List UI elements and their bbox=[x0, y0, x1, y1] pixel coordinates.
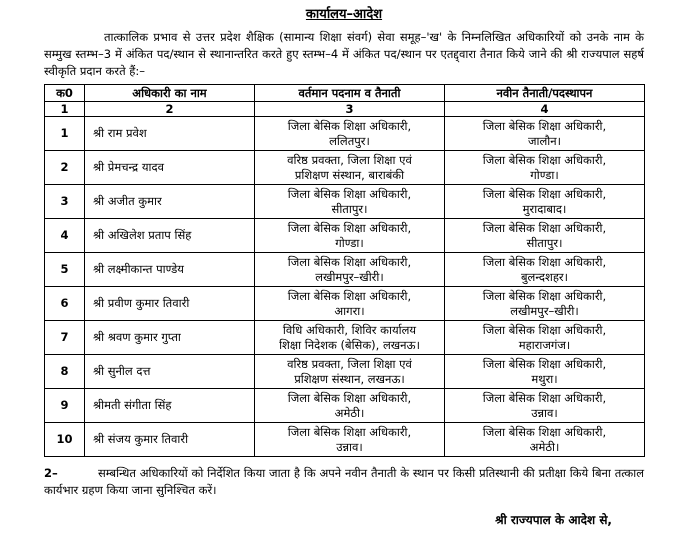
signature-line: श्री राज्यपाल के आदेश से, bbox=[495, 513, 612, 527]
row-officer-name: श्री सुनील दत्त bbox=[85, 355, 255, 389]
table-row bbox=[45, 185, 645, 219]
row-new-post bbox=[445, 389, 645, 423]
row-current-post bbox=[255, 423, 445, 457]
row-current-post bbox=[255, 287, 445, 321]
new-post-line-1: जिला बेसिक शिक्षा अधिकारी, bbox=[482, 186, 607, 201]
row-current-post bbox=[255, 389, 445, 423]
row-new-post bbox=[445, 355, 645, 389]
new-post-line-2: जालौन। bbox=[527, 133, 562, 148]
table-row bbox=[45, 389, 645, 423]
row-new-post bbox=[445, 253, 645, 287]
column-number: 3 bbox=[255, 102, 445, 117]
row-serial: 10 bbox=[45, 423, 85, 457]
row-officer-name: श्रीमती संगीता सिंह bbox=[85, 389, 255, 423]
new-post-line-2: मथुरा। bbox=[531, 371, 558, 386]
order-heading: कार्यालय–आदेश bbox=[305, 7, 383, 22]
new-post-line-2: लखीमपुर–खीरी। bbox=[510, 303, 579, 318]
current-post-line-2: अमेठी। bbox=[334, 405, 365, 420]
new-post-line-1: जिला बेसिक शिक्षा अधिकारी, bbox=[482, 220, 607, 235]
new-post-line-1: जिला बेसिक शिक्षा अधिकारी, bbox=[482, 424, 607, 439]
current-post-line-1: जिला बेसिक शिक्षा अधिकारी, bbox=[287, 424, 412, 439]
row-new-post bbox=[445, 321, 645, 355]
current-post-line-1: जिला बेसिक शिक्षा अधिकारी, bbox=[287, 254, 412, 269]
new-post-line-1: जिला बेसिक शिक्षा अधिकारी, bbox=[482, 118, 607, 133]
row-new-post bbox=[445, 185, 645, 219]
current-post-line-2: ललितपुर। bbox=[329, 133, 370, 148]
new-post-line-2: बुलन्दशहर। bbox=[520, 269, 568, 284]
header-current-post: वर्तमान पदनाम व तैनाती bbox=[255, 85, 445, 102]
row-officer-name: श्री राम प्रवेश bbox=[85, 117, 255, 151]
header-serial: क0 bbox=[45, 85, 85, 102]
current-post-line-2: शिक्षा निदेशक (बेसिक), लखनऊ। bbox=[279, 337, 420, 352]
new-post-line-1: जिला बेसिक शिक्षा अधिकारी, bbox=[482, 356, 607, 371]
row-current-post bbox=[255, 253, 445, 287]
column-number: 1 bbox=[45, 102, 85, 117]
current-post-line-1: जिला बेसिक शिक्षा अधिकारी, bbox=[287, 288, 412, 303]
table-row bbox=[45, 117, 645, 151]
row-current-post bbox=[255, 321, 445, 355]
row-new-post bbox=[445, 117, 645, 151]
new-post-line-1: जिला बेसिक शिक्षा अधिकारी, bbox=[482, 390, 607, 405]
row-serial: 7 bbox=[45, 321, 85, 355]
new-post-line-1: जिला बेसिक शिक्षा अधिकारी, bbox=[482, 152, 607, 167]
row-current-post bbox=[255, 219, 445, 253]
new-post-line-1: जिला बेसिक शिक्षा अधिकारी, bbox=[482, 322, 607, 337]
row-serial: 9 bbox=[45, 389, 85, 423]
row-current-post bbox=[255, 355, 445, 389]
new-post-line-1: जिला बेसिक शिक्षा अधिकारी, bbox=[482, 254, 607, 269]
row-new-post bbox=[445, 287, 645, 321]
row-officer-name: श्री अजीत कुमार bbox=[85, 185, 255, 219]
table-header-row bbox=[45, 85, 645, 102]
current-post-line-1: वरिष्ठ प्रवक्ता, जिला शिक्षा एवं bbox=[287, 152, 412, 167]
current-post-line-1: वरिष्ठ प्रवक्ता, जिला शिक्षा एवं bbox=[287, 356, 412, 371]
current-post-line-1: जिला बेसिक शिक्षा अधिकारी, bbox=[287, 186, 412, 201]
row-new-post bbox=[445, 151, 645, 185]
row-new-post bbox=[445, 219, 645, 253]
row-serial: 1 bbox=[45, 117, 85, 151]
current-post-line-2: प्रशिक्षण संस्थान, बाराबंकी bbox=[294, 167, 405, 182]
current-post-line-1: जिला बेसिक शिक्षा अधिकारी, bbox=[287, 118, 412, 133]
table-row bbox=[45, 151, 645, 185]
new-post-line-1: जिला बेसिक शिक्षा अधिकारी, bbox=[482, 288, 607, 303]
new-post-line-2: सीतापुर। bbox=[526, 235, 563, 250]
row-serial: 2 bbox=[45, 151, 85, 185]
current-post-line-2: उन्नाव। bbox=[336, 439, 363, 454]
instruction-paragraph bbox=[44, 465, 644, 499]
table-row bbox=[45, 321, 645, 355]
row-officer-name: श्री लक्ष्मीकान्त पाण्डेय bbox=[85, 253, 255, 287]
row-serial: 6 bbox=[45, 287, 85, 321]
row-current-post bbox=[255, 117, 445, 151]
transfer-table bbox=[44, 84, 645, 457]
table-row bbox=[45, 355, 645, 389]
row-current-post bbox=[255, 151, 445, 185]
row-current-post bbox=[255, 185, 445, 219]
row-serial: 5 bbox=[45, 253, 85, 287]
table-body bbox=[45, 117, 645, 457]
new-post-line-2: अमेठी। bbox=[529, 439, 560, 454]
table-row bbox=[45, 423, 645, 457]
current-post-line-1: विधि अधिकारी, शिविर कार्यालय bbox=[282, 322, 417, 337]
new-post-line-2: महाराजगंज। bbox=[518, 337, 571, 352]
new-post-line-2: उन्नाव। bbox=[531, 405, 558, 420]
intro-paragraph: तात्कालिक प्रभाव से उत्तर प्रदेश शैक्षिक (सामान्य शिक्षा संवर्ग) सेवा समूह–'ख' के निम्नलिखित अधिकारियों को उनके नाम के सम्मुख स्तम्भ–3 में अंकित पद/स्थान से स्थानान्तरित करते हुए स्तम्भ–4 में अंकित पद/स्थान पर एतद्द्वारा तैनात किये जाने की श्री राज्यपाल सहर्ष स्वीकृति प्रदान करते हैं:– bbox=[44, 30, 644, 78]
current-post-line-2: गोण्डा। bbox=[335, 235, 364, 250]
column-number: 4 bbox=[445, 102, 645, 117]
table-column-number-row bbox=[45, 102, 645, 117]
table-row bbox=[45, 219, 645, 253]
column-number: 2 bbox=[85, 102, 255, 117]
current-post-line-2: लखीमपुर–खीरी। bbox=[315, 269, 384, 284]
row-serial: 8 bbox=[45, 355, 85, 389]
row-officer-name: श्री श्रवण कुमार गुप्ता bbox=[85, 321, 255, 355]
paragraph-text: सम्बन्धित अधिकारियों को निर्देशित किया जाता है कि अपने नवीन तैनाती के स्थान पर किसी प्रतिस्थानी की प्रतीक्षा किये बिना तत्काल कार्यभार ग्रहण किया जाना सुनिश्चित करें। bbox=[44, 466, 644, 497]
row-officer-name: श्री संजय कुमार तिवारी bbox=[85, 423, 255, 457]
row-serial: 3 bbox=[45, 185, 85, 219]
new-post-line-2: मुरादाबाद। bbox=[522, 201, 567, 216]
current-post-line-2: आगरा। bbox=[334, 303, 365, 318]
row-officer-name: श्री प्रवीण कुमार तिवारी bbox=[85, 287, 255, 321]
current-post-line-2: प्रशिक्षण संस्थान, लखनऊ। bbox=[294, 371, 405, 386]
header-new-post: नवीन तैनाती/पदस्थापन bbox=[445, 85, 645, 102]
table-row bbox=[45, 253, 645, 287]
row-officer-name: श्री अखिलेश प्रताप सिंह bbox=[85, 219, 255, 253]
paragraph-number: 2– bbox=[44, 466, 58, 480]
current-post-line-2: सीतापुर। bbox=[331, 201, 368, 216]
current-post-line-1: जिला बेसिक शिक्षा अधिकारी, bbox=[287, 390, 412, 405]
current-post-line-1: जिला बेसिक शिक्षा अधिकारी, bbox=[287, 220, 412, 235]
table-row bbox=[45, 287, 645, 321]
row-officer-name: श्री प्रेमचन्द्र यादव bbox=[85, 151, 255, 185]
row-new-post bbox=[445, 423, 645, 457]
row-serial: 4 bbox=[45, 219, 85, 253]
new-post-line-2: गोण्डा। bbox=[530, 167, 559, 182]
header-officer-name: अधिकारी का नाम bbox=[85, 85, 255, 102]
